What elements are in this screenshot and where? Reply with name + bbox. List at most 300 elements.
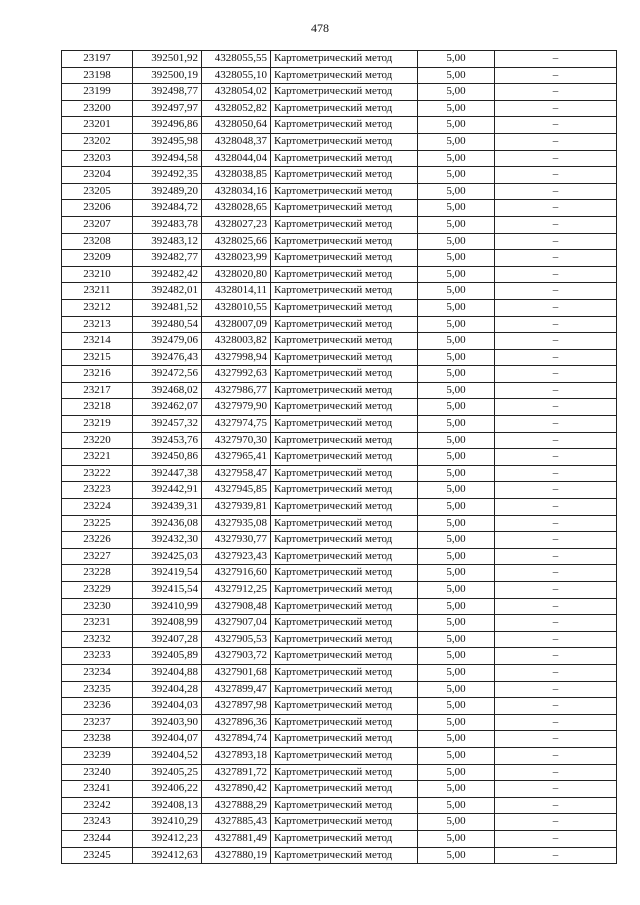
point-number-cell: 23206 xyxy=(62,200,133,217)
point-number-cell: 23242 xyxy=(62,797,133,814)
x-coordinate-cell: 392483,12 xyxy=(133,233,202,250)
point-number-cell: 23237 xyxy=(62,714,133,731)
method-cell: Картометрический метод xyxy=(271,615,418,632)
x-coordinate-cell: 392489,20 xyxy=(133,183,202,200)
method-cell: Картометрический метод xyxy=(271,714,418,731)
error-cell: 5,00 xyxy=(418,133,495,150)
y-coordinate-cell: 4327979,90 xyxy=(202,399,271,416)
table-row xyxy=(62,830,617,847)
table-row xyxy=(62,664,617,681)
error-cell: 5,00 xyxy=(418,532,495,549)
error-cell: 5,00 xyxy=(418,333,495,350)
y-coordinate-cell: 4327903,72 xyxy=(202,648,271,665)
error-cell: 5,00 xyxy=(418,582,495,599)
table-row xyxy=(62,316,617,333)
y-coordinate-cell: 4328055,55 xyxy=(202,51,271,68)
table-row xyxy=(62,200,617,217)
x-coordinate-cell: 392472,56 xyxy=(133,366,202,383)
x-coordinate-cell: 392447,38 xyxy=(133,465,202,482)
method-cell: Картометрический метод xyxy=(271,731,418,748)
method-cell: Картометрический метод xyxy=(271,299,418,316)
table-body xyxy=(62,51,617,864)
table-row xyxy=(62,299,617,316)
table-row xyxy=(62,266,617,283)
y-coordinate-cell: 4327885,43 xyxy=(202,814,271,831)
page-number: 478 xyxy=(311,21,329,35)
method-cell: Картометрический метод xyxy=(271,316,418,333)
y-coordinate-cell: 4327998,94 xyxy=(202,349,271,366)
y-coordinate-cell: 4327901,68 xyxy=(202,664,271,681)
method-cell: Картометрический метод xyxy=(271,814,418,831)
x-coordinate-cell: 392404,07 xyxy=(133,731,202,748)
error-cell: 5,00 xyxy=(418,432,495,449)
description-cell: – xyxy=(495,781,617,798)
error-cell: 5,00 xyxy=(418,698,495,715)
point-number-cell: 23198 xyxy=(62,67,133,84)
x-coordinate-cell: 392484,72 xyxy=(133,200,202,217)
y-coordinate-cell: 4328007,09 xyxy=(202,316,271,333)
method-cell: Картометрический метод xyxy=(271,250,418,267)
description-cell: – xyxy=(495,449,617,466)
x-coordinate-cell: 392405,25 xyxy=(133,764,202,781)
description-cell: – xyxy=(495,366,617,383)
error-cell: 5,00 xyxy=(418,299,495,316)
description-cell: – xyxy=(495,797,617,814)
error-cell: 5,00 xyxy=(418,615,495,632)
x-coordinate-cell: 392498,77 xyxy=(133,84,202,101)
y-coordinate-cell: 4327912,25 xyxy=(202,582,271,599)
x-coordinate-cell: 392425,03 xyxy=(133,548,202,565)
table-row xyxy=(62,465,617,482)
y-coordinate-cell: 4327974,75 xyxy=(202,416,271,433)
description-cell: – xyxy=(495,499,617,516)
x-coordinate-cell: 392412,63 xyxy=(133,847,202,864)
description-cell: – xyxy=(495,482,617,499)
x-coordinate-cell: 392453,76 xyxy=(133,432,202,449)
y-coordinate-cell: 4328034,16 xyxy=(202,183,271,200)
description-cell: – xyxy=(495,416,617,433)
point-number-cell: 23210 xyxy=(62,266,133,283)
x-coordinate-cell: 392410,99 xyxy=(133,598,202,615)
method-cell: Картометрический метод xyxy=(271,200,418,217)
error-cell: 5,00 xyxy=(418,349,495,366)
point-number-cell: 23226 xyxy=(62,532,133,549)
x-coordinate-cell: 392494,58 xyxy=(133,150,202,167)
point-number-cell: 23229 xyxy=(62,582,133,599)
method-cell: Картометрический метод xyxy=(271,764,418,781)
description-cell: – xyxy=(495,250,617,267)
method-cell: Картометрический метод xyxy=(271,565,418,582)
y-coordinate-cell: 4327970,30 xyxy=(202,432,271,449)
description-cell: – xyxy=(495,349,617,366)
method-cell: Картометрический метод xyxy=(271,681,418,698)
method-cell: Картометрический метод xyxy=(271,449,418,466)
table-row xyxy=(62,532,617,549)
error-cell: 5,00 xyxy=(418,84,495,101)
error-cell: 5,00 xyxy=(418,598,495,615)
table-row xyxy=(62,250,617,267)
method-cell: Картометрический метод xyxy=(271,216,418,233)
error-cell: 5,00 xyxy=(418,200,495,217)
coordinates-table xyxy=(61,50,617,864)
table-row xyxy=(62,416,617,433)
point-number-cell: 23224 xyxy=(62,499,133,516)
error-cell: 5,00 xyxy=(418,283,495,300)
x-coordinate-cell: 392404,28 xyxy=(133,681,202,698)
point-number-cell: 23222 xyxy=(62,465,133,482)
point-number-cell: 23225 xyxy=(62,515,133,532)
description-cell: – xyxy=(495,382,617,399)
point-number-cell: 23241 xyxy=(62,781,133,798)
description-cell: – xyxy=(495,714,617,731)
method-cell: Картометрический метод xyxy=(271,84,418,101)
table-row xyxy=(62,764,617,781)
table-row xyxy=(62,432,617,449)
x-coordinate-cell: 392432,30 xyxy=(133,532,202,549)
x-coordinate-cell: 392482,42 xyxy=(133,266,202,283)
method-cell: Картометрический метод xyxy=(271,283,418,300)
table-row xyxy=(62,598,617,615)
method-cell: Картометрический метод xyxy=(271,482,418,499)
description-cell: – xyxy=(495,465,617,482)
description-cell: – xyxy=(495,565,617,582)
x-coordinate-cell: 392410,29 xyxy=(133,814,202,831)
point-number-cell: 23233 xyxy=(62,648,133,665)
y-coordinate-cell: 4327899,47 xyxy=(202,681,271,698)
error-cell: 5,00 xyxy=(418,465,495,482)
method-cell: Картометрический метод xyxy=(271,382,418,399)
method-cell: Картометрический метод xyxy=(271,548,418,565)
method-cell: Картометрический метод xyxy=(271,532,418,549)
error-cell: 5,00 xyxy=(418,316,495,333)
point-number-cell: 23215 xyxy=(62,349,133,366)
point-number-cell: 23207 xyxy=(62,216,133,233)
y-coordinate-cell: 4328048,37 xyxy=(202,133,271,150)
description-cell: – xyxy=(495,266,617,283)
point-number-cell: 23228 xyxy=(62,565,133,582)
description-cell: – xyxy=(495,847,617,864)
point-number-cell: 23221 xyxy=(62,449,133,466)
x-coordinate-cell: 392476,43 xyxy=(133,349,202,366)
point-number-cell: 23217 xyxy=(62,382,133,399)
y-coordinate-cell: 4327880,19 xyxy=(202,847,271,864)
error-cell: 5,00 xyxy=(418,797,495,814)
method-cell: Картометрический метод xyxy=(271,117,418,134)
error-cell: 5,00 xyxy=(418,150,495,167)
description-cell: – xyxy=(495,830,617,847)
y-coordinate-cell: 4328052,82 xyxy=(202,100,271,117)
description-cell: – xyxy=(495,183,617,200)
x-coordinate-cell: 392408,99 xyxy=(133,615,202,632)
table-row xyxy=(62,548,617,565)
point-number-cell: 23214 xyxy=(62,333,133,350)
description-cell: – xyxy=(495,532,617,549)
point-number-cell: 23209 xyxy=(62,250,133,267)
description-cell: – xyxy=(495,648,617,665)
error-cell: 5,00 xyxy=(418,366,495,383)
y-coordinate-cell: 4327891,72 xyxy=(202,764,271,781)
table-row xyxy=(62,615,617,632)
description-cell: – xyxy=(495,333,617,350)
point-number-cell: 23211 xyxy=(62,283,133,300)
y-coordinate-cell: 4328014,11 xyxy=(202,283,271,300)
x-coordinate-cell: 392479,06 xyxy=(133,333,202,350)
method-cell: Картометрический метод xyxy=(271,598,418,615)
y-coordinate-cell: 4328038,85 xyxy=(202,167,271,184)
y-coordinate-cell: 4328050,64 xyxy=(202,117,271,134)
x-coordinate-cell: 392436,08 xyxy=(133,515,202,532)
point-number-cell: 23231 xyxy=(62,615,133,632)
y-coordinate-cell: 4328055,10 xyxy=(202,67,271,84)
x-coordinate-cell: 392406,22 xyxy=(133,781,202,798)
method-cell: Картометрический метод xyxy=(271,233,418,250)
table-row xyxy=(62,797,617,814)
x-coordinate-cell: 392462,07 xyxy=(133,399,202,416)
method-cell: Картометрический метод xyxy=(271,133,418,150)
table-row xyxy=(62,167,617,184)
x-coordinate-cell: 392404,52 xyxy=(133,747,202,764)
description-cell: – xyxy=(495,117,617,134)
y-coordinate-cell: 4327888,29 xyxy=(202,797,271,814)
description-cell: – xyxy=(495,698,617,715)
point-number-cell: 23234 xyxy=(62,664,133,681)
y-coordinate-cell: 4327907,04 xyxy=(202,615,271,632)
y-coordinate-cell: 4327896,36 xyxy=(202,714,271,731)
description-cell: – xyxy=(495,548,617,565)
description-cell: – xyxy=(495,747,617,764)
x-coordinate-cell: 392415,54 xyxy=(133,582,202,599)
method-cell: Картометрический метод xyxy=(271,167,418,184)
method-cell: Картометрический метод xyxy=(271,698,418,715)
error-cell: 5,00 xyxy=(418,382,495,399)
description-cell: – xyxy=(495,167,617,184)
x-coordinate-cell: 392500,19 xyxy=(133,67,202,84)
y-coordinate-cell: 4327923,43 xyxy=(202,548,271,565)
x-coordinate-cell: 392457,32 xyxy=(133,416,202,433)
x-coordinate-cell: 392442,91 xyxy=(133,482,202,499)
description-cell: – xyxy=(495,615,617,632)
point-number-cell: 23203 xyxy=(62,150,133,167)
y-coordinate-cell: 4327894,74 xyxy=(202,731,271,748)
y-coordinate-cell: 4327986,77 xyxy=(202,382,271,399)
description-cell: – xyxy=(495,51,617,68)
method-cell: Картометрический метод xyxy=(271,51,418,68)
point-number-cell: 23205 xyxy=(62,183,133,200)
y-coordinate-cell: 4328003,82 xyxy=(202,333,271,350)
point-number-cell: 23235 xyxy=(62,681,133,698)
y-coordinate-cell: 4327916,60 xyxy=(202,565,271,582)
method-cell: Картометрический метод xyxy=(271,847,418,864)
method-cell: Картометрический метод xyxy=(271,399,418,416)
table-row xyxy=(62,117,617,134)
y-coordinate-cell: 4328020,80 xyxy=(202,266,271,283)
point-number-cell: 23200 xyxy=(62,100,133,117)
table-row xyxy=(62,747,617,764)
description-cell: – xyxy=(495,150,617,167)
error-cell: 5,00 xyxy=(418,565,495,582)
method-cell: Картометрический метод xyxy=(271,631,418,648)
y-coordinate-cell: 4327890,42 xyxy=(202,781,271,798)
point-number-cell: 23202 xyxy=(62,133,133,150)
x-coordinate-cell: 392495,98 xyxy=(133,133,202,150)
table-row xyxy=(62,631,617,648)
error-cell: 5,00 xyxy=(418,100,495,117)
table-row xyxy=(62,499,617,516)
table-row xyxy=(62,515,617,532)
description-cell: – xyxy=(495,67,617,84)
error-cell: 5,00 xyxy=(418,664,495,681)
error-cell: 5,00 xyxy=(418,233,495,250)
description-cell: – xyxy=(495,100,617,117)
method-cell: Картометрический метод xyxy=(271,747,418,764)
point-number-cell: 23218 xyxy=(62,399,133,416)
y-coordinate-cell: 4327958,47 xyxy=(202,465,271,482)
table-row xyxy=(62,565,617,582)
table-row xyxy=(62,233,617,250)
x-coordinate-cell: 392407,28 xyxy=(133,631,202,648)
x-coordinate-cell: 392483,78 xyxy=(133,216,202,233)
table-row xyxy=(62,183,617,200)
x-coordinate-cell: 392404,03 xyxy=(133,698,202,715)
table-row xyxy=(62,814,617,831)
error-cell: 5,00 xyxy=(418,548,495,565)
method-cell: Картометрический метод xyxy=(271,830,418,847)
x-coordinate-cell: 392419,54 xyxy=(133,565,202,582)
error-cell: 5,00 xyxy=(418,167,495,184)
error-cell: 5,00 xyxy=(418,631,495,648)
table-row xyxy=(62,100,617,117)
x-coordinate-cell: 392492,35 xyxy=(133,167,202,184)
method-cell: Картометрический метод xyxy=(271,349,418,366)
y-coordinate-cell: 4327905,53 xyxy=(202,631,271,648)
description-cell: – xyxy=(495,582,617,599)
description-cell: – xyxy=(495,399,617,416)
error-cell: 5,00 xyxy=(418,731,495,748)
y-coordinate-cell: 4327945,85 xyxy=(202,482,271,499)
y-coordinate-cell: 4327939,81 xyxy=(202,499,271,516)
description-cell: – xyxy=(495,283,617,300)
table-row xyxy=(62,150,617,167)
error-cell: 5,00 xyxy=(418,764,495,781)
table-row xyxy=(62,648,617,665)
point-number-cell: 23223 xyxy=(62,482,133,499)
description-cell: – xyxy=(495,316,617,333)
error-cell: 5,00 xyxy=(418,216,495,233)
x-coordinate-cell: 392497,97 xyxy=(133,100,202,117)
y-coordinate-cell: 4327992,63 xyxy=(202,366,271,383)
description-cell: – xyxy=(495,515,617,532)
error-cell: 5,00 xyxy=(418,714,495,731)
table-row xyxy=(62,399,617,416)
error-cell: 5,00 xyxy=(418,449,495,466)
description-cell: – xyxy=(495,764,617,781)
table-row xyxy=(62,681,617,698)
table-row xyxy=(62,847,617,864)
error-cell: 5,00 xyxy=(418,847,495,864)
error-cell: 5,00 xyxy=(418,416,495,433)
description-cell: – xyxy=(495,664,617,681)
error-cell: 5,00 xyxy=(418,266,495,283)
point-number-cell: 23208 xyxy=(62,233,133,250)
method-cell: Картометрический метод xyxy=(271,582,418,599)
x-coordinate-cell: 392482,77 xyxy=(133,250,202,267)
point-number-cell: 23219 xyxy=(62,416,133,433)
error-cell: 5,00 xyxy=(418,648,495,665)
method-cell: Картометрический метод xyxy=(271,664,418,681)
point-number-cell: 23201 xyxy=(62,117,133,134)
point-number-cell: 23212 xyxy=(62,299,133,316)
table-row xyxy=(62,349,617,366)
point-number-cell: 23232 xyxy=(62,631,133,648)
point-number-cell: 23220 xyxy=(62,432,133,449)
error-cell: 5,00 xyxy=(418,681,495,698)
table-row xyxy=(62,366,617,383)
y-coordinate-cell: 4328028,65 xyxy=(202,200,271,217)
point-number-cell: 23204 xyxy=(62,167,133,184)
method-cell: Картометрический метод xyxy=(271,432,418,449)
table-row xyxy=(62,781,617,798)
y-coordinate-cell: 4328025,66 xyxy=(202,233,271,250)
method-cell: Картометрический метод xyxy=(271,366,418,383)
y-coordinate-cell: 4327881,49 xyxy=(202,830,271,847)
x-coordinate-cell: 392450,86 xyxy=(133,449,202,466)
x-coordinate-cell: 392496,86 xyxy=(133,117,202,134)
method-cell: Картометрический метод xyxy=(271,183,418,200)
error-cell: 5,00 xyxy=(418,51,495,68)
error-cell: 5,00 xyxy=(418,67,495,84)
table-row xyxy=(62,698,617,715)
table-row xyxy=(62,51,617,68)
x-coordinate-cell: 392408,13 xyxy=(133,797,202,814)
description-cell: – xyxy=(495,432,617,449)
error-cell: 5,00 xyxy=(418,250,495,267)
description-cell: – xyxy=(495,84,617,101)
x-coordinate-cell: 392412,23 xyxy=(133,830,202,847)
method-cell: Картометрический метод xyxy=(271,416,418,433)
table-row xyxy=(62,582,617,599)
method-cell: Картометрический метод xyxy=(271,67,418,84)
table-row xyxy=(62,84,617,101)
description-cell: – xyxy=(495,598,617,615)
method-cell: Картометрический метод xyxy=(271,266,418,283)
description-cell: – xyxy=(495,681,617,698)
x-coordinate-cell: 392480,54 xyxy=(133,316,202,333)
point-number-cell: 23245 xyxy=(62,847,133,864)
description-cell: – xyxy=(495,133,617,150)
description-cell: – xyxy=(495,200,617,217)
error-cell: 5,00 xyxy=(418,747,495,764)
description-cell: – xyxy=(495,814,617,831)
point-number-cell: 23197 xyxy=(62,51,133,68)
y-coordinate-cell: 4327965,41 xyxy=(202,449,271,466)
method-cell: Картометрический метод xyxy=(271,465,418,482)
point-number-cell: 23216 xyxy=(62,366,133,383)
description-cell: – xyxy=(495,631,617,648)
error-cell: 5,00 xyxy=(418,183,495,200)
y-coordinate-cell: 4327897,98 xyxy=(202,698,271,715)
point-number-cell: 23244 xyxy=(62,830,133,847)
x-coordinate-cell: 392501,92 xyxy=(133,51,202,68)
error-cell: 5,00 xyxy=(418,814,495,831)
error-cell: 5,00 xyxy=(418,117,495,134)
description-cell: – xyxy=(495,216,617,233)
table-row xyxy=(62,449,617,466)
x-coordinate-cell: 392405,89 xyxy=(133,648,202,665)
x-coordinate-cell: 392482,01 xyxy=(133,283,202,300)
table-row xyxy=(62,333,617,350)
point-number-cell: 23213 xyxy=(62,316,133,333)
y-coordinate-cell: 4328027,23 xyxy=(202,216,271,233)
